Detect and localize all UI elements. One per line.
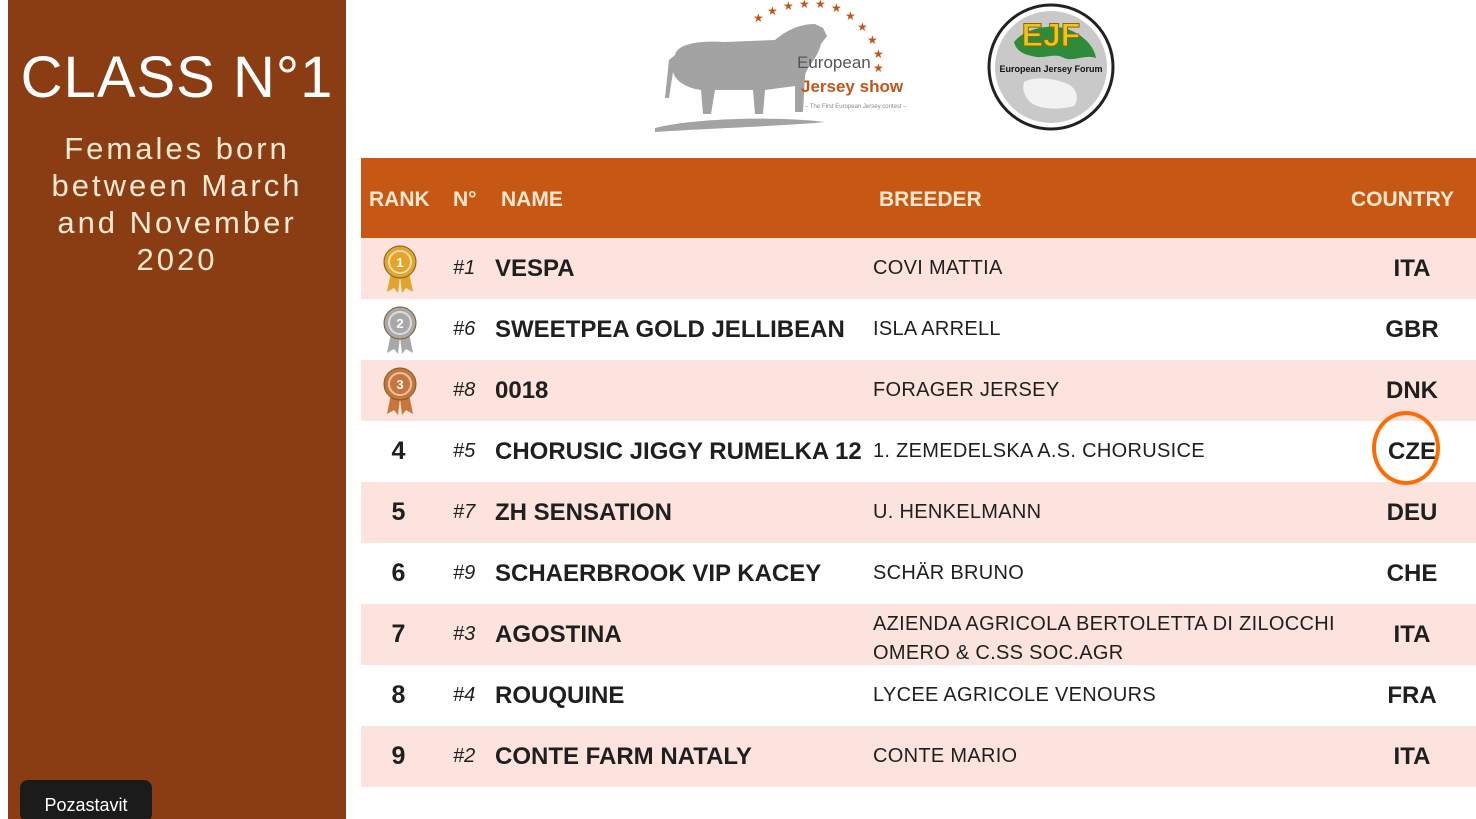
breeder-line: ISLA ARRELL bbox=[873, 318, 1001, 340]
table-header bbox=[361, 158, 1476, 238]
class-sidebar bbox=[8, 0, 346, 819]
animal-name-cell: SCHAERBROOK VIP KACEY bbox=[495, 560, 822, 587]
european-jersey-forum-logo bbox=[984, 2, 1118, 132]
breeder-cell bbox=[873, 562, 1024, 585]
svg-text:2: 2 bbox=[396, 316, 404, 331]
class-subtitle bbox=[18, 130, 336, 278]
table-row bbox=[361, 299, 1476, 360]
table-row bbox=[361, 665, 1476, 726]
animal-name-cell: ZH SENSATION bbox=[495, 499, 672, 526]
svg-text:★: ★ bbox=[783, 0, 794, 13]
breeder-cell bbox=[873, 745, 1017, 768]
svg-text:★: ★ bbox=[845, 9, 856, 23]
breeder-cell bbox=[873, 318, 1001, 341]
svg-text:★: ★ bbox=[815, 0, 826, 11]
entry-number-cell: #2 bbox=[453, 745, 476, 767]
highlight-circle bbox=[1372, 411, 1440, 485]
header-country: COUNTRY bbox=[1351, 188, 1455, 211]
rank-cell: 5 bbox=[391, 498, 406, 526]
gold-medal-icon bbox=[381, 244, 419, 294]
animal-name-cell: CHORUSIC JIGGY RUMELKA 12 bbox=[495, 438, 862, 465]
table-row bbox=[361, 604, 1476, 665]
entry-number-cell: #4 bbox=[453, 684, 476, 706]
table-row bbox=[361, 482, 1476, 543]
header-rank: RANK bbox=[369, 188, 430, 211]
animal-name-cell: ROUQUINE bbox=[495, 682, 625, 709]
rank-cell: 4 bbox=[391, 437, 406, 465]
breeder-cell bbox=[873, 379, 1059, 402]
rank-cell: 8 bbox=[391, 681, 406, 709]
svg-text:★: ★ bbox=[767, 4, 778, 18]
table-body bbox=[361, 238, 1476, 787]
svg-text:★: ★ bbox=[799, 0, 810, 11]
rank-cell: 6 bbox=[391, 559, 406, 587]
animal-name-cell: SWEETPEA GOLD JELLIBEAN bbox=[495, 316, 845, 343]
results-table bbox=[361, 158, 1476, 787]
ejs-tagline: – The First European Jersey contest – bbox=[805, 104, 907, 110]
entry-number-cell: #9 bbox=[453, 562, 476, 584]
ejs-line-1: European bbox=[797, 53, 871, 72]
country-cell: DEU bbox=[1386, 499, 1438, 526]
country-cell: CZE bbox=[1388, 438, 1436, 465]
ejf-name: European Jersey Forum bbox=[999, 64, 1103, 74]
entry-number-cell: #6 bbox=[453, 318, 476, 340]
breeder-line: LYCEE AGRICOLE VENOURS bbox=[873, 684, 1156, 706]
country-cell: ITA bbox=[1393, 621, 1431, 648]
svg-text:★: ★ bbox=[873, 47, 884, 61]
ejf-letters: EJF bbox=[1021, 17, 1081, 53]
breeder-line: AZIENDA AGRICOLA BERTOLETTA DI ZILOCCHI bbox=[873, 613, 1335, 635]
header-no: N° bbox=[453, 188, 477, 211]
subtitle-line: between March bbox=[51, 168, 303, 203]
silver-medal-icon bbox=[381, 305, 419, 355]
subtitle-line: and November bbox=[57, 205, 297, 240]
breeder-line: COVI MATTIA bbox=[873, 257, 1003, 279]
european-jersey-show-logo bbox=[655, 0, 925, 140]
subtitle-line: Females born bbox=[64, 131, 290, 166]
animal-name-cell: CONTE FARM NATALY bbox=[495, 743, 752, 770]
table-row bbox=[361, 238, 1476, 299]
table-row bbox=[361, 421, 1476, 482]
entry-number-cell: #3 bbox=[453, 623, 476, 645]
country-cell: ITA bbox=[1393, 743, 1431, 770]
svg-text:1: 1 bbox=[396, 255, 404, 270]
svg-text:★: ★ bbox=[873, 61, 884, 75]
ground-shadow bbox=[655, 119, 825, 132]
country-cell: GBR bbox=[1385, 316, 1439, 343]
breeder-line: CONTE MARIO bbox=[873, 745, 1018, 767]
country-cell: DNK bbox=[1386, 377, 1438, 404]
animal-name-cell: VESPA bbox=[495, 255, 575, 282]
breeder-line: FORAGER JERSEY bbox=[873, 379, 1060, 401]
breeder-cell bbox=[873, 610, 1353, 668]
svg-text:★: ★ bbox=[867, 33, 878, 47]
breeder-line: U. HENKELMANN bbox=[873, 501, 1042, 523]
breeder-cell bbox=[873, 440, 1205, 463]
country-cell: ITA bbox=[1393, 255, 1431, 282]
rank-cell: 9 bbox=[391, 742, 406, 770]
svg-text:★: ★ bbox=[753, 11, 764, 25]
breeder-line: 1. ZEMEDELSKA A.S. CHORUSICE bbox=[873, 440, 1205, 462]
svg-text:★: ★ bbox=[831, 1, 842, 15]
table-row bbox=[361, 543, 1476, 604]
svg-text:3: 3 bbox=[396, 377, 404, 392]
svg-text:★: ★ bbox=[857, 20, 868, 34]
table-row bbox=[361, 360, 1476, 421]
pause-button[interactable]: Pozastavit bbox=[20, 780, 152, 819]
country-cell: FRA bbox=[1387, 682, 1437, 709]
header-name: NAME bbox=[501, 188, 563, 211]
entry-number-cell: #1 bbox=[453, 257, 476, 279]
table-row bbox=[361, 726, 1476, 787]
class-title: CLASS N°1 bbox=[20, 45, 334, 110]
animal-name-cell: AGOSTINA bbox=[495, 621, 622, 648]
breeder-line: OMERO & C.SS SOC.AGR bbox=[873, 642, 1124, 664]
breeder-cell bbox=[873, 684, 1156, 707]
country-cell: CHE bbox=[1386, 560, 1438, 587]
breeder-cell bbox=[873, 501, 1041, 524]
animal-name-cell: 0018 bbox=[495, 377, 549, 404]
bronze-medal-icon bbox=[381, 366, 419, 416]
ejs-line-2: Jersey show bbox=[801, 77, 904, 96]
rank-cell: 7 bbox=[391, 620, 406, 648]
logos-area bbox=[360, 0, 1476, 150]
entry-number-cell: #7 bbox=[453, 501, 476, 523]
entry-number-cell: #5 bbox=[453, 440, 476, 462]
breeder-cell bbox=[873, 257, 1003, 280]
header-breeder: BREEDER bbox=[879, 188, 982, 211]
breeder-line: SCHÄR BRUNO bbox=[873, 562, 1025, 584]
entry-number-cell: #8 bbox=[453, 379, 476, 401]
subtitle-line: 2020 bbox=[136, 242, 218, 277]
